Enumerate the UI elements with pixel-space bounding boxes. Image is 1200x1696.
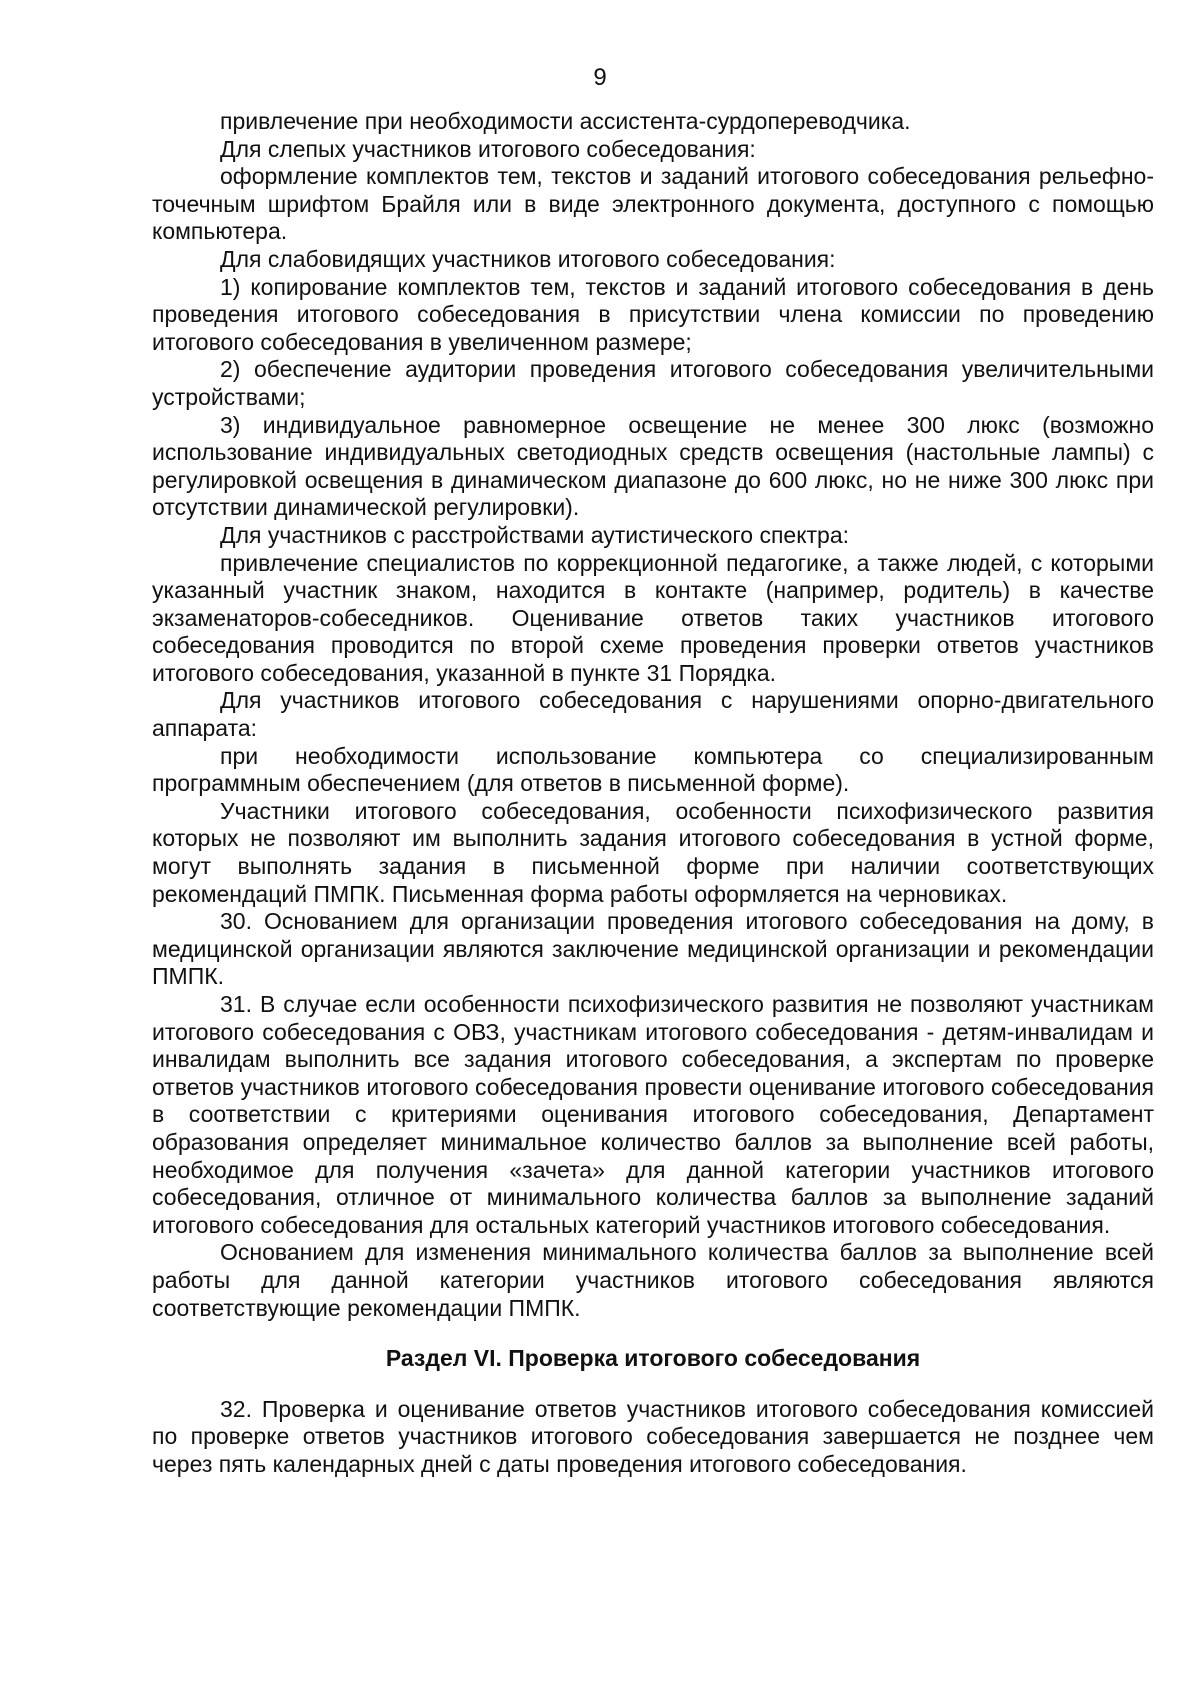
paragraph: привлечение при необходимости ассистента-сурдопереводчика. xyxy=(220,108,911,134)
paragraph: при необходимости использование компьютера со специализированным программным обеспечением (для ответов в письменной форме). xyxy=(152,742,1154,797)
paragraph: 1) копирование комплектов тем, текстов и заданий итогового собеседования в день проведения итогового собеседования в присутствии члена комиссии по проведению итогового собеседования в увеличенном размере; xyxy=(152,273,1154,355)
paragraph-item-30: 30. Основанием для организации проведения итогового собеседования на дому, в медицинской организации являются заключение медицинской организации и рекомендации ПМПК. xyxy=(152,908,1154,990)
section-heading: Раздел VI. Проверка итогового собеседования xyxy=(385,1345,921,1372)
paragraph: Для слепых участников итогового собеседования: xyxy=(220,135,756,162)
paragraph: оформление комплектов тем, текстов и заданий итогового собеседования рельефно-точечным шрифтом Брайля или в виде электронного документа, доступного с помощью компьютера. xyxy=(152,163,1154,245)
paragraph: Участники итогового собеседования, особенности психофизического развития которых не позволяют им выполнить задания итогового собеседования в устной форме, могут выполнять задания в письменной форме при наличии соответствующих рекомендаций ПМПК. Письменная форма работы оформляется на черновиках. xyxy=(152,797,1154,907)
paragraph: 3) индивидуальное равномерное освещение не менее 300 люкс (возможно использование индивидуальных светодиодных средств освещения (настольные лампы) с регулировкой освещения в динамическом диапазоне до 600 люкс, но не ниже 300 люкс при отсутствии динамической регулировки). xyxy=(152,411,1154,521)
paragraph-item-31: 31. В случае если особенности психофизического развития не позволяют участникам итогового собеседования с ОВЗ, участникам итогового собеседования - детям-инвалидам и инвалидам выполнить все задания итогового собеседования, а экспертам по проверке ответов участников итогового собеседования провести оценивание итогового собеседования в соответствии с критериями оценивания итогового собеседования, Департамент образования определяет минимальное количество баллов за выполнение всей работы, необходимое для получения «зачета» для данной категории участников итогового собеседования, отличное от минимального количества баллов за выполнение заданий итогового собеседования для остальных категорий участников итогового собеседования. xyxy=(152,991,1154,1238)
paragraph: Для участников с расстройствами аутистического спектра: xyxy=(220,521,850,548)
paragraph-item-32: 32. Проверка и оценивание ответов участников итогового собеседования комиссией по проверке ответов участников итогового собеседования завершается не позднее чем через пять календарных дней с даты проведения итогового собеседования. xyxy=(152,1395,1154,1477)
document-body xyxy=(152,108,1154,1479)
page-number: 9 xyxy=(593,64,607,91)
paragraph: привлечение специалистов по коррекционной педагогике, а также людей, с которыми указанный участник знаком, находится в контакте (например, родитель) в качестве экзаменаторов-собеседников. Оценивание ответов таких участников итогового собеседования проводится по второй схеме проведения проверки ответов участников итогового собеседования, указанной в пункте 31 Порядка. xyxy=(152,549,1154,686)
paragraph: Для участников итогового собеседования с нарушениями опорно-двигательного аппарата: xyxy=(152,687,1154,742)
paragraph: Для слабовидящих участников итогового собеседования: xyxy=(220,245,836,272)
paragraph: 2) обеспечение аудитории проведения итогового собеседования увеличительными устройствами; xyxy=(152,356,1154,410)
paragraph: Основанием для изменения минимального количества баллов за выполнение всей работы для данной категории участников итогового собеседования являются соответствующие рекомендации ПМПК. xyxy=(152,1239,1154,1321)
